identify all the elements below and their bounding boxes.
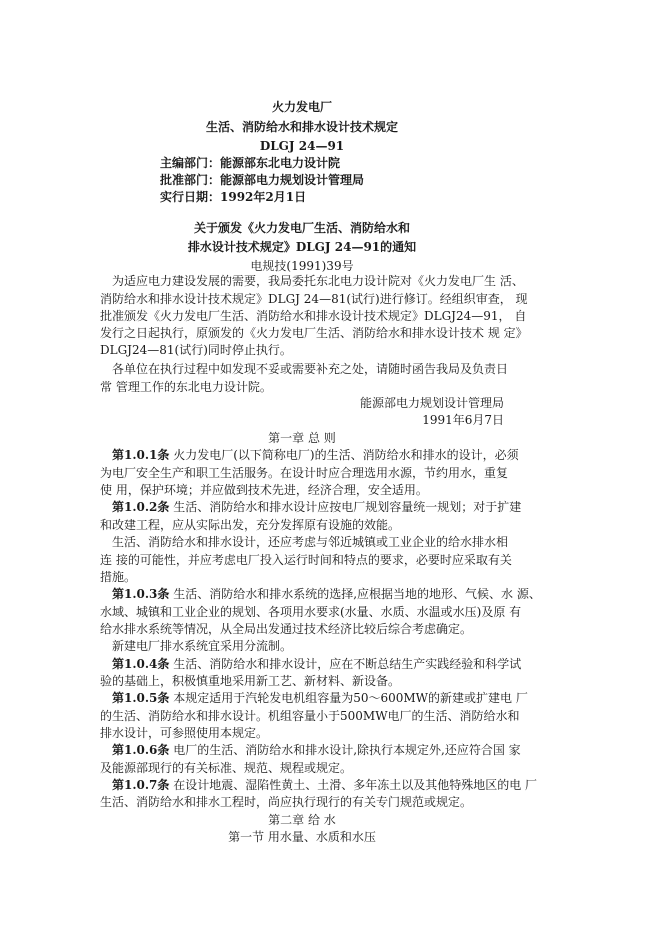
title-line-2: 生活、消防给水和排水设计技术规定 <box>205 120 398 134</box>
notice-paragraph-1-line: 为适应电力建设发展的需要，我局委托东北电力设计院对《火力发电厂生 活、 <box>112 274 524 288</box>
notice-date: 1991年6月7日 <box>422 413 504 427</box>
notice-paragraph-2-line: 各单位在执行过程中如发现不妥或需要补充之处，请随时函告我局及负责日 <box>112 362 509 376</box>
article-text: 在设计地震、湿陷性黄土、土滑、多年冻土以及其他特殊地区的电 厂 <box>169 778 538 792</box>
article-1-0-2-line: 生活、消防给水和排水设计，还应考虑与邻近城镇或工业企业的给水排水相 <box>112 535 509 549</box>
article-1-0-2-line <box>100 498 522 517</box>
notice-paragraph-1-line: 批准颁发《火力发电厂生活、消防给水和排水设计技术规定》DLGJ24—91， 自 <box>100 309 527 323</box>
article-text: 本规定适用于汽轮发电机组容量为50～600MW的新建或扩建电 厂 <box>169 691 528 705</box>
article-text: 电厂的生活、消防给水和排水设计,除执行本规定外,还应符合国 家 <box>169 743 521 757</box>
article-1-0-6-line: 及能源部现行的有关标准、规范、规程或规定。 <box>100 761 353 775</box>
chapter-2-heading: 第二章 给 水 <box>268 813 336 827</box>
standard-code: DLGJ 24—91 <box>259 139 345 153</box>
article-text: 生活、消防给水和排水系统的选择,应根据当地的地形、气候、水 源、 <box>169 587 541 601</box>
notice-paragraph-1-line: DLGJ24—81(试行)同时停止执行。 <box>100 343 292 357</box>
article-1-0-3-line: 新建电厂排水系统宜采用分流制。 <box>112 639 293 653</box>
article-1-0-5-line: 排水设计，可参照使用本规定。 <box>100 726 269 740</box>
article-number: 第1.0.5条 <box>112 691 170 705</box>
notice-title-line-1: 关于颁发《火力发电厂生活、消防给水和 <box>193 221 410 235</box>
article-1-0-5-line: 的生活、消防给水和排水设计。机组容量小于500MW电厂的生活、消防给水和 <box>100 709 520 723</box>
notice-signature: 能源部电力规划设计管理局 <box>359 396 504 410</box>
section-1-heading: 第一节 用水量、水质和水压 <box>228 830 376 844</box>
notice-title-line-2: 排水设计技术规定》DLGJ 24—91的通知 <box>187 240 417 254</box>
editor-department: 主编部门：能源部东北电力设计院 <box>160 156 341 170</box>
notice-paragraph-1-line: 发行之日起执行，原颁发的《火力发电厂生活、消防给水和排水设计技术 规 定》 <box>100 326 528 340</box>
article-text: 生活、消防给水和排水设计应按电厂规划容量统一规划；对于扩建 <box>169 500 522 514</box>
title-line-1: 火力发电厂 <box>271 100 332 114</box>
effective-date: 实行日期：1992年2月1日 <box>160 190 307 204</box>
article-number: 第1.0.4条 <box>112 657 170 671</box>
article-1-0-2-line: 连 接的可能性，并应考虑电厂投入运行时间和特点的要求，必要时应采取有关 <box>100 553 512 567</box>
article-1-0-5-line <box>100 689 528 708</box>
article-number: 第1.0.7条 <box>112 778 170 792</box>
article-1-0-4-line: 验的基础上，积极慎重地采用新工艺、新材料、新设备。 <box>100 674 401 688</box>
article-text: 生活、消防给水和排水设计，应在不断总结生产实践经验和科学试 <box>169 657 522 671</box>
notice-paragraph-2-line: 常 管理工作的东北电力设计院。 <box>100 380 272 394</box>
article-1-0-2-line: 和改建工程，应从实际出发，充分发挥原有设施的效能。 <box>100 518 401 532</box>
article-1-0-1-line: 为电厂安全生产和职工生活服务。在设计时应合理选用水源，节约用水，重复 <box>100 466 509 480</box>
approver-department: 批准部门：能源部电力规划设计管理局 <box>160 173 365 187</box>
article-1-0-3-line: 水域、城镇和工业企业的规划、各项用水要求(水量、水质、水温或水压)及原 有 <box>100 605 522 619</box>
article-1-0-2-line: 措施。 <box>100 570 137 584</box>
notice-doc-number: 电规技(1991)39号 <box>250 259 354 273</box>
article-1-0-1-line: 使 用，保护环境；并应做到技术先进，经济合理，安全适用。 <box>100 483 428 497</box>
article-number: 第1.0.6条 <box>112 743 170 757</box>
chapter-1-heading: 第一章 总 则 <box>268 431 336 445</box>
article-1-0-7-line: 生活、消防给水和排水工程时，尚应执行现行的有关专门规范或规定。 <box>100 795 473 809</box>
article-1-0-3-line: 给水排水系统等情况，从全局出发通过技术经济比较后综合考虑确定。 <box>100 622 473 636</box>
article-1-0-1-line <box>100 446 519 465</box>
article-number: 第1.0.3条 <box>112 587 170 601</box>
notice-paragraph-1-line: 消防给水和排水设计技术规定》DLGJ 24—81(试行)进行修订。经组织审查， 现 <box>100 292 528 306</box>
article-text: 火力发电厂(以下简称电厂)的生活、消防给水和排水的设计，必须 <box>169 448 519 462</box>
article-1-0-6-line <box>100 741 521 760</box>
article-number: 第1.0.1条 <box>112 448 170 462</box>
article-number: 第1.0.2条 <box>112 500 170 514</box>
article-1-0-3-line <box>100 585 541 604</box>
